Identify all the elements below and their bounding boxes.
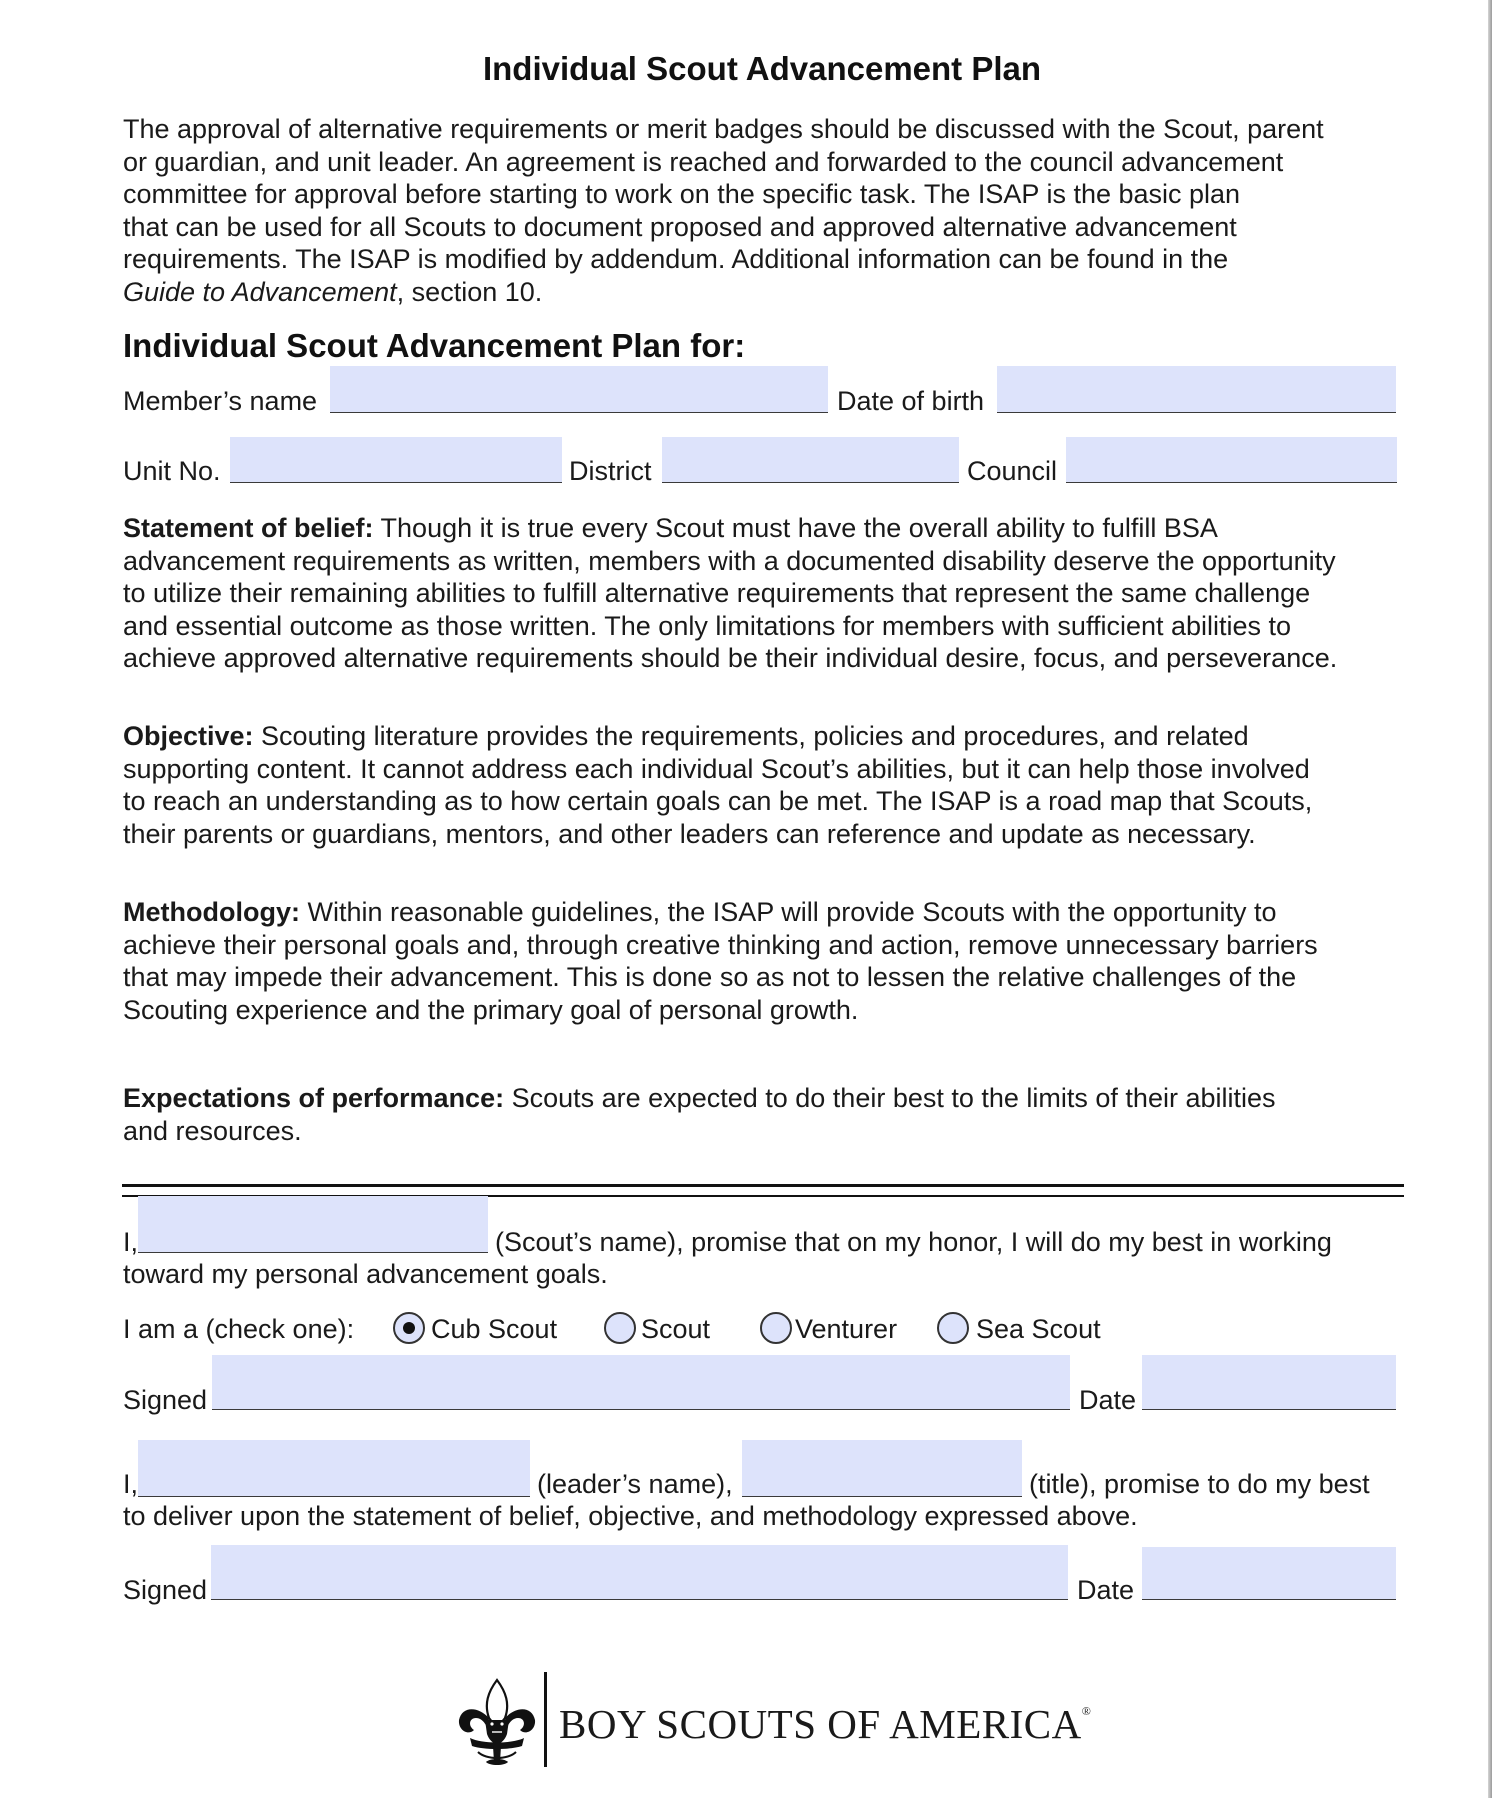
leader-date-label: Date <box>1077 1575 1135 1605</box>
unit-number-label: Unit No. <box>123 456 221 486</box>
expectations-line: Scouts are expected to do their best to the limits of their abilities <box>504 1083 1276 1113</box>
registered-mark: ® <box>1081 1704 1092 1718</box>
option-scout-label: Scout <box>641 1314 711 1344</box>
scout-date-field[interactable] <box>1142 1355 1396 1410</box>
divider-rule-top <box>122 1184 1404 1187</box>
objective-line: supporting content. It cannot address each individual Scout’s abilities, but it can help those involved <box>123 753 1310 784</box>
logo-divider <box>544 1672 547 1767</box>
methodology-line: Scouting experience and the primary goal of personal growth. <box>123 994 859 1025</box>
intro-line: committee for approval before starting to work on the specific task. The ISAP is the basic plan <box>123 179 1241 210</box>
district-label: District <box>569 456 652 486</box>
radio-scout[interactable] <box>604 1312 636 1344</box>
radio-venturer[interactable] <box>760 1312 792 1344</box>
option-cub-scout-label: Cub Scout <box>431 1314 558 1344</box>
members-name-field[interactable] <box>330 366 828 413</box>
leader-name-label: (leader’s name), <box>537 1469 733 1499</box>
check-one-label: I am a (check one): <box>123 1314 355 1344</box>
objective-line: Scouting literature provides the requirements, policies and procedures, and related <box>253 721 1249 751</box>
radio-cub-scout[interactable] <box>393 1312 425 1344</box>
intro-line: requirements. The ISAP is modified by addendum. Additional information can be found in the <box>123 244 1229 275</box>
option-sea-scout-label: Sea Scout <box>976 1314 1101 1344</box>
scout-promise-line2: toward my personal advancement goals. <box>123 1259 608 1289</box>
statement-of-belief <box>123 512 1337 675</box>
leader-name-field[interactable] <box>138 1440 530 1497</box>
intro-line: The approval of alternative requirements or merit badges should be discussed with the Scout, parent <box>123 114 1324 144</box>
organization-name: BOY SCOUTS OF AMERICA® <box>559 1701 1092 1747</box>
belief-line: Though it is true every Scout must have the overall ability to fulfill BSA <box>373 513 1218 543</box>
belief-line: and essential outcome as those written. The only limitations for members with sufficient abilities to <box>123 610 1292 641</box>
scout-signature-field[interactable] <box>212 1355 1070 1410</box>
leader-signature-field[interactable] <box>211 1545 1068 1600</box>
objective-line: to reach an understanding as to how certain goals can be met. The ISAP is a road map that Scouts, <box>123 786 1313 817</box>
methodology-label: Methodology: <box>123 897 300 927</box>
methodology-line: achieve their personal goals and, through creative thinking and action, remove unnecessary barriers <box>123 929 1318 960</box>
intro-line: that can be used for all Scouts to document proposed and approved alternative advancement <box>123 211 1237 242</box>
leader-promise-text: (title), promise to do my best <box>1029 1469 1370 1499</box>
scout-date-label: Date <box>1079 1385 1137 1415</box>
scout-name-field[interactable] <box>138 1196 488 1253</box>
option-venturer-label: Venturer <box>795 1314 898 1344</box>
expectations-section <box>123 1082 1276 1147</box>
leader-promise-i: I, <box>123 1469 139 1499</box>
radio-sea-scout[interactable] <box>937 1312 969 1344</box>
belief-label: Statement of belief: <box>123 513 374 543</box>
objective-line: their parents or guardians, mentors, and other leaders can reference and update as necessary. <box>123 818 1256 849</box>
district-field[interactable] <box>662 437 959 483</box>
unit-number-field[interactable] <box>230 437 562 483</box>
members-name-label: Member’s name <box>123 386 318 416</box>
expectations-label: Expectations of performance: <box>123 1083 505 1113</box>
scout-promise-text: (Scout’s name), promise that on my honor, I will do my best in working <box>495 1227 1332 1257</box>
council-label: Council <box>967 456 1058 486</box>
plan-for-heading: Individual Scout Advancement Plan for: <box>123 327 746 364</box>
leader-title-field[interactable] <box>742 1440 1022 1497</box>
scout-signed-label: Signed <box>123 1385 208 1415</box>
intro-paragraph <box>123 113 1324 309</box>
belief-line: achieve approved alternative requirements should be their individual desire, focus, and perseverance. <box>123 643 1338 674</box>
objective-section <box>123 720 1312 850</box>
leader-signed-label: Signed <box>123 1575 208 1605</box>
page-edge-shadow <box>1488 0 1492 1798</box>
methodology-section <box>123 896 1318 1026</box>
belief-line: advancement requirements as written, members with a documented disability deserve the opportunity <box>123 545 1336 576</box>
methodology-line: that may impede their advancement. This is done so as not to lessen the relative challenges of the <box>123 962 1297 993</box>
scout-promise-i: I, <box>123 1227 139 1257</box>
fleur-de-lis-icon <box>456 1676 538 1768</box>
council-field[interactable] <box>1066 437 1397 483</box>
intro-line: Guide to Advancement, section 10. <box>123 276 543 307</box>
intro-line: or guardian, and unit leader. An agreement is reached and forwarded to the council advancement <box>123 146 1284 177</box>
date-of-birth-field[interactable] <box>997 366 1396 413</box>
leader-promise-line2: to deliver upon the statement of belief, objective, and methodology expressed above. <box>123 1501 1138 1531</box>
belief-line: to utilize their remaining abilities to fulfill alternative requirements that represent the same challenge <box>123 578 1311 609</box>
date-of-birth-label: Date of birth <box>837 386 985 416</box>
expectations-line: and resources. <box>123 1115 302 1146</box>
methodology-line: Within reasonable guidelines, the ISAP will provide Scouts with the opportunity to <box>299 897 1277 927</box>
page-title: Individual Scout Advancement Plan <box>482 50 1042 87</box>
objective-label: Objective: <box>123 721 254 751</box>
leader-date-field[interactable] <box>1142 1547 1396 1600</box>
guide-reference: Guide to Advancement <box>123 276 397 307</box>
